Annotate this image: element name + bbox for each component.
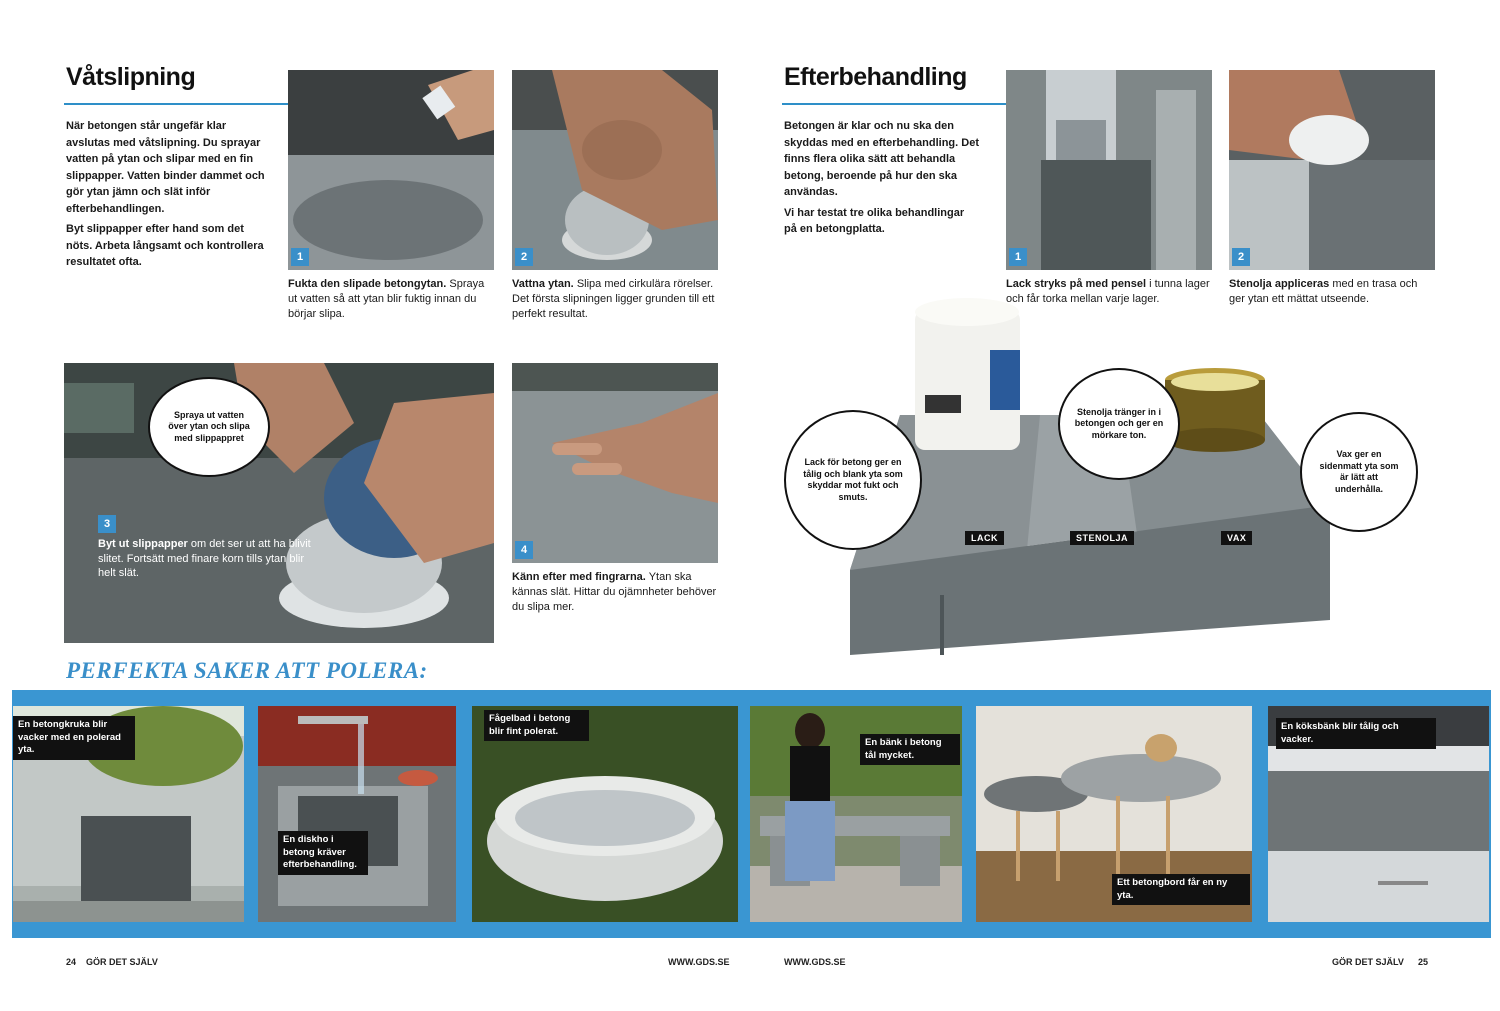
right-section-title: Efterbehandling (784, 63, 967, 91)
step-4-caption-lead: Känn efter med fingrarna. (512, 571, 646, 583)
photo-step-3 (64, 363, 494, 643)
step-1-caption-lead: Fukta den slipade betongytan. (288, 278, 447, 290)
strip-caption-2: En diskho i betong kräver efterbehandling. (278, 831, 368, 875)
photo-finish-1 (1006, 70, 1212, 270)
footer-right-page-number: 25 (1418, 957, 1429, 967)
finish-1-caption-text: i tunna lager och får torka mellan varje lager. (1006, 278, 1210, 305)
lack-info-bubble: Lack för betong ger en tålig och blank yta som skyddar mot fukt och smuts. (784, 410, 922, 550)
step-1-caption-text: Spraya ut vatten så att ytan blir fuktig innan du börjar slipa. (288, 278, 485, 320)
photo-step-2 (512, 70, 718, 270)
vax-info-bubble: Vax ger en sidenmatt yta som är lätt att underhålla. (1300, 412, 1418, 532)
strip-caption-1: En betongkruka blir vacker med en polerad yta. (13, 716, 135, 760)
step-4-number: 4 (515, 541, 533, 559)
sample-label-vax: VAX (1221, 531, 1252, 545)
step-4-caption-text: Ytan ska kännas slät. Hittar du ojämnheter behöver du slipa mer. (512, 571, 717, 613)
footer-left-web: WWW.GDS.SE (668, 957, 730, 967)
strip-photo-kitchen (1268, 706, 1489, 922)
step-3-number: 3 (98, 515, 116, 533)
right-intro-text (784, 118, 979, 238)
left-intro-text (66, 118, 266, 271)
photo-step-1 (288, 70, 494, 270)
strip-caption-5: Ett betongbord får en ny yta. (1112, 874, 1250, 905)
right-intro-p1: Betongen är klar och nu ska den skyddas med en efterbehandling. Det finns flera olika sätt att behandla betong, beroende på hur den ska användas. (784, 120, 979, 198)
sanding-tip-bubble: Spraya ut vatten över ytan och slipa med slippappret (148, 377, 270, 477)
footer-left-page-number: 24 (66, 957, 77, 967)
photo-step-4 (512, 363, 718, 563)
right-title-rule (782, 103, 1006, 105)
strip-photo-birdbath (472, 706, 738, 922)
sample-label-stenolja: STENOLJA (1070, 531, 1134, 545)
left-title-rule (64, 103, 288, 105)
finish-1-caption-lead: Lack stryks på med pensel (1006, 278, 1147, 290)
step-1-caption (288, 277, 494, 322)
strip-photo-table (976, 706, 1252, 922)
footer-right-magazine: GÖR DET SJÄLV (1332, 957, 1404, 967)
step-2-caption-text: Slipa med cirkulära rörelser. Det första slipningen ligger grunden till ett perfekt resultat. (512, 278, 715, 320)
left-intro-p1: När betongen står ungefär klar avslutas med våtslipning. Du sprayar vatten på ytan och slipar med en fin slippapper. Vatten binder dammet och gör ytan jämn och slät inför efterbehandlingen. (66, 120, 265, 215)
step-4-caption (512, 570, 718, 615)
left-intro-p2: Byt slippapper efter hand som det nöts. Arbeta långsamt och kontrollera resultatet ofta. (66, 223, 264, 268)
photo-finish-2 (1229, 70, 1435, 270)
right-intro-p2: Vi har testat tre olika behandlingar på en betongplatta. (784, 206, 965, 235)
finish-2-caption-lead: Stenolja appliceras (1229, 278, 1330, 290)
stenolja-info-bubble: Stenolja tränger in i betongen och ger en mörkare ton. (1058, 368, 1180, 480)
step-3-caption-text: om det ser ut att ha blivit slitet. Fortsätt med finare korn tills ytan blir helt slät. (98, 538, 311, 579)
step-2-caption (512, 277, 718, 322)
sample-label-lack: LACK (965, 531, 1004, 545)
step-2-caption-lead: Vattna ytan. (512, 278, 574, 290)
step-3-caption-lead: Byt ut slippapper (98, 538, 188, 550)
finish-2-caption-text: med en trasa och ger ytan ett mättat utseende. (1229, 278, 1418, 305)
footer-left-magazine: GÖR DET SJÄLV (86, 957, 158, 967)
strip-photo-planter (13, 706, 244, 922)
step-2-number: 2 (515, 248, 533, 266)
finish-1-number: 1 (1009, 248, 1027, 266)
strip-caption-3: Fågelbad i betong blir fint polerat. (484, 710, 589, 741)
finish-2-number: 2 (1232, 248, 1250, 266)
strip-title: PERFEKTA SAKER ATT POLERA: (66, 658, 428, 683)
footer-right-web: WWW.GDS.SE (784, 957, 846, 967)
strip-photo-bench (750, 706, 962, 922)
strip-caption-6: En köksbänk blir tålig och vacker. (1276, 718, 1436, 749)
step-3-caption (98, 537, 318, 581)
strip-photo-sink (258, 706, 456, 922)
step-1-number: 1 (291, 248, 309, 266)
strip-caption-4: En bänk i betong tål mycket. (860, 734, 960, 765)
left-section-title: Våtslipning (66, 63, 196, 91)
